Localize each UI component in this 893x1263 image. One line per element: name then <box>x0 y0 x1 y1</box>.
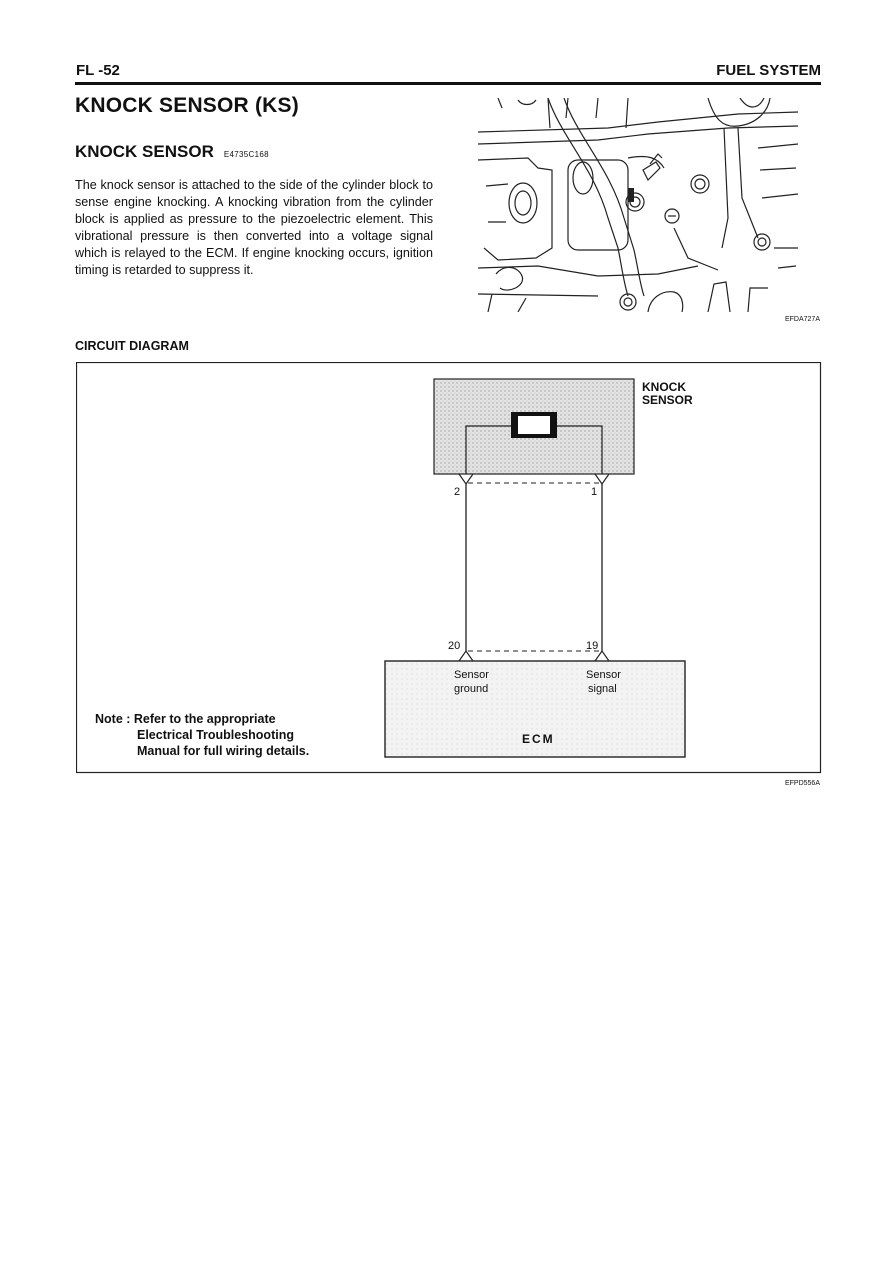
engine-photo <box>478 98 798 312</box>
sensor-pin-1: 1 <box>591 486 598 498</box>
note-line-2: Electrical Troubleshooting <box>137 728 294 742</box>
section-subtitle <box>75 142 269 162</box>
ecm-pin-20: 20 <box>448 640 461 652</box>
sensor-pin-2: 2 <box>454 486 461 498</box>
subtitle-code: E4735C168 <box>223 150 269 159</box>
ecm-ground-label-2: ground <box>454 683 489 695</box>
diagram-code: EFPD556A <box>784 780 820 787</box>
page-header-number: FL -52 <box>76 62 120 79</box>
ecm-signal-label-2: signal <box>588 683 617 695</box>
header-rule <box>75 82 821 85</box>
ecm-pin-19: 19 <box>586 640 599 652</box>
sensor-element-window <box>518 416 550 434</box>
circuit-heading: CIRCUIT DIAGRAM <box>75 339 189 353</box>
page-header-section: FUEL SYSTEM <box>716 62 821 79</box>
photo-code: EFDA727A <box>784 316 820 323</box>
ecm-signal-label-1: Sensor <box>586 669 621 681</box>
diagram-note <box>95 711 309 759</box>
description-paragraph: The knock sensor is attached to the side of the cylinder block to sense engine knocking. A knocking vibration from the cylinder block is applied as pressure to the piezoelectric element. This vibrational pressure is then converted into a voltage signal which is relayed to the ECM. If engine knocking occurs, ignition timing is retarded to suppress it. <box>75 178 433 277</box>
page-title: KNOCK SENSOR (KS) <box>75 94 299 117</box>
ecm-ground-label-1: Sensor <box>454 669 489 681</box>
component-label-line1: KNOCK <box>642 380 686 394</box>
ecm-name: ECM <box>522 732 555 746</box>
note-line-1: Note : Refer to the appropriate <box>95 712 276 726</box>
subtitle-text: KNOCK SENSOR <box>75 142 214 161</box>
component-label-line2: SENSOR <box>642 393 693 407</box>
note-line-3: Manual for full wiring details. <box>137 744 310 758</box>
